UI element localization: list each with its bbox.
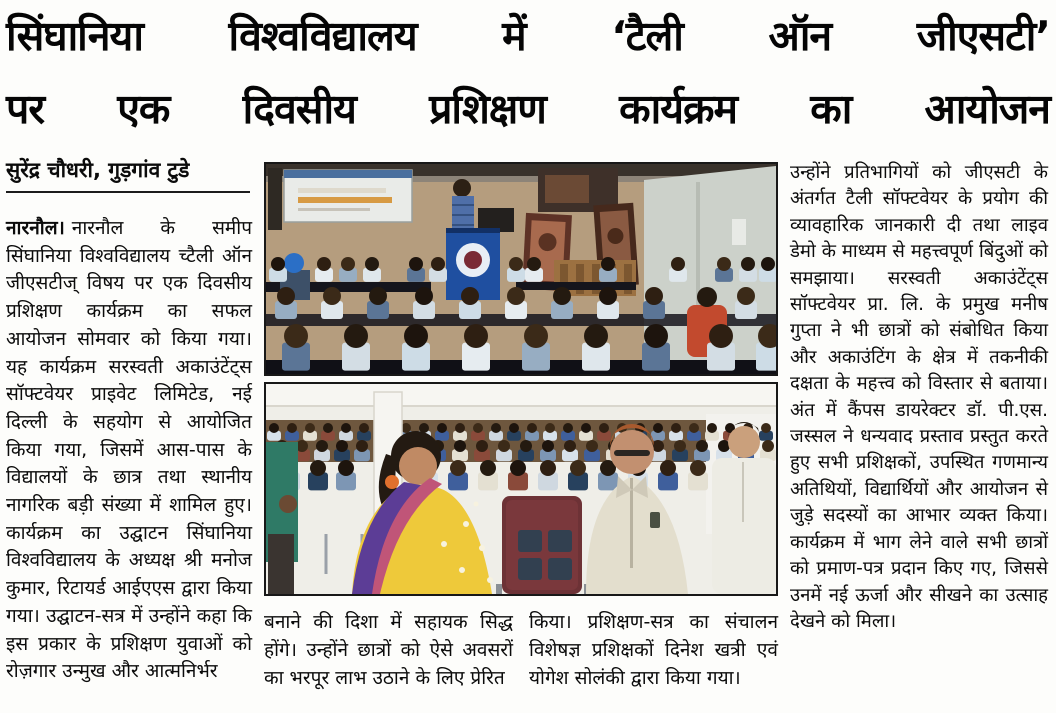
article-left-paragraph bbox=[6, 215, 252, 686]
article-body bbox=[6, 152, 1050, 692]
article-right-paragraph: उन्होंने प्रतिभागियों को जीएसटी के अंतर्गत टैली सॉफ्टवेयर के प्रयोग की व्यावहारिक जानकारी दी तथा लाइव डेमो के माध्यम से महत्त्वपूर्ण बिंदुओं को समझाया। सरस्वती अकाउंटेंट्स सॉफ्टवेयर प्रा. लि. के प्रमुख मनीष गुप्ता ने भी छात्रों को संबोधित किया और अकाउंटिंग के क्षेत्र में तकनीकी दक्षता के महत्त्व को विस्तार से बताया। अंत में कैंपस डायरेक्टर डॉ. पी.एस. जस्सल ने धन्यवाद प्रस्ताव प्रस्तुत करते हुए सभी प्रशिक्षकों, उपस्थित गणमान्य अतिथियों, विद्यार्थियों और आयोजन से जुड़े सदस्यों का आभार व्यक्त किया। कार्यक्रम में भाग लेने वाले सभी छात्रों को प्रमाण-पत्र प्रदान किए गए, जिससे उनमें नई ऊर्जा और सीखने का उत्साह देखने को मिला। bbox=[790, 162, 1048, 632]
article-bottom-right-paragraph: किया। प्रशिक्षण-सत्र का संचालन विशेषज्ञ प्रशिक्षकों दिनेश खत्री एवं योगेश सोलंकी द्वारा किया गया। bbox=[529, 611, 778, 689]
right-column bbox=[790, 152, 1048, 692]
audience-photo bbox=[264, 382, 778, 596]
empty-chair bbox=[496, 496, 590, 594]
article-bottom-left-paragraph: बनाने की दिशा में सहायक सिद्ध होंगे। उन्होंने छात्रों को ऐसे अवसरों का भरपूर लाभ उठाने के लिए प्रेरित bbox=[264, 611, 513, 689]
headline-line-2: पर एक दिवसीय प्रशिक्षण कार्यक्रम का आयोजन bbox=[6, 85, 1050, 133]
screen-side-panel bbox=[268, 168, 282, 230]
headline bbox=[6, 0, 1050, 152]
teal-clothed-person bbox=[266, 442, 298, 594]
article-left-text: नारनौल के समीप सिंघानिया विश्वविद्यालय च्टैली ऑन जीएसटीज् विषय पर एक दिवसीय प्रशिक्षण कार्यक्रम का सफल आयोजन सोमवार को किया गया। यह कार्यक्रम सरस्वती अकाउंटेंट्स सॉफ्टवेयर प्राइवेट लिमिटेड, नई दिल्ली के सहयोग से आयोजित किया गया, जिसमें आस-पास के विद्यालयों के छात्र तथा स्थानीय नागरिक बड़ी संख्या में शामिल हुए। कार्यक्रम का उद्घाटन सिंघानिया विश्वविद्यालय के अध्यक्ष श्री मनोज कुमार, रिटायर्ड आईएएस द्वारा किया गया। उद्घाटन-सत्र में उन्होंने कहा कि इस प्रकार के प्रशिक्षण युवाओं को रोज़गार उन्मुख और आत्मनिर्भर bbox=[6, 217, 252, 683]
projection-screen bbox=[284, 170, 412, 222]
left-column bbox=[6, 152, 252, 692]
seminar-hall-photo bbox=[264, 162, 778, 376]
dateline: नारनौल। bbox=[6, 217, 65, 239]
center-column bbox=[264, 152, 778, 692]
byline: सुरेंद्र चौधरी, गुड़गांव टुडे bbox=[6, 156, 250, 193]
seminar-hall-illustration bbox=[266, 164, 776, 374]
audience-illustration bbox=[266, 384, 776, 594]
bottom-columns bbox=[264, 608, 778, 692]
headline-line-1: सिंघानिया विश्वविद्यालय में ‘टैली ऑन जीएसटी’ bbox=[6, 12, 1050, 60]
